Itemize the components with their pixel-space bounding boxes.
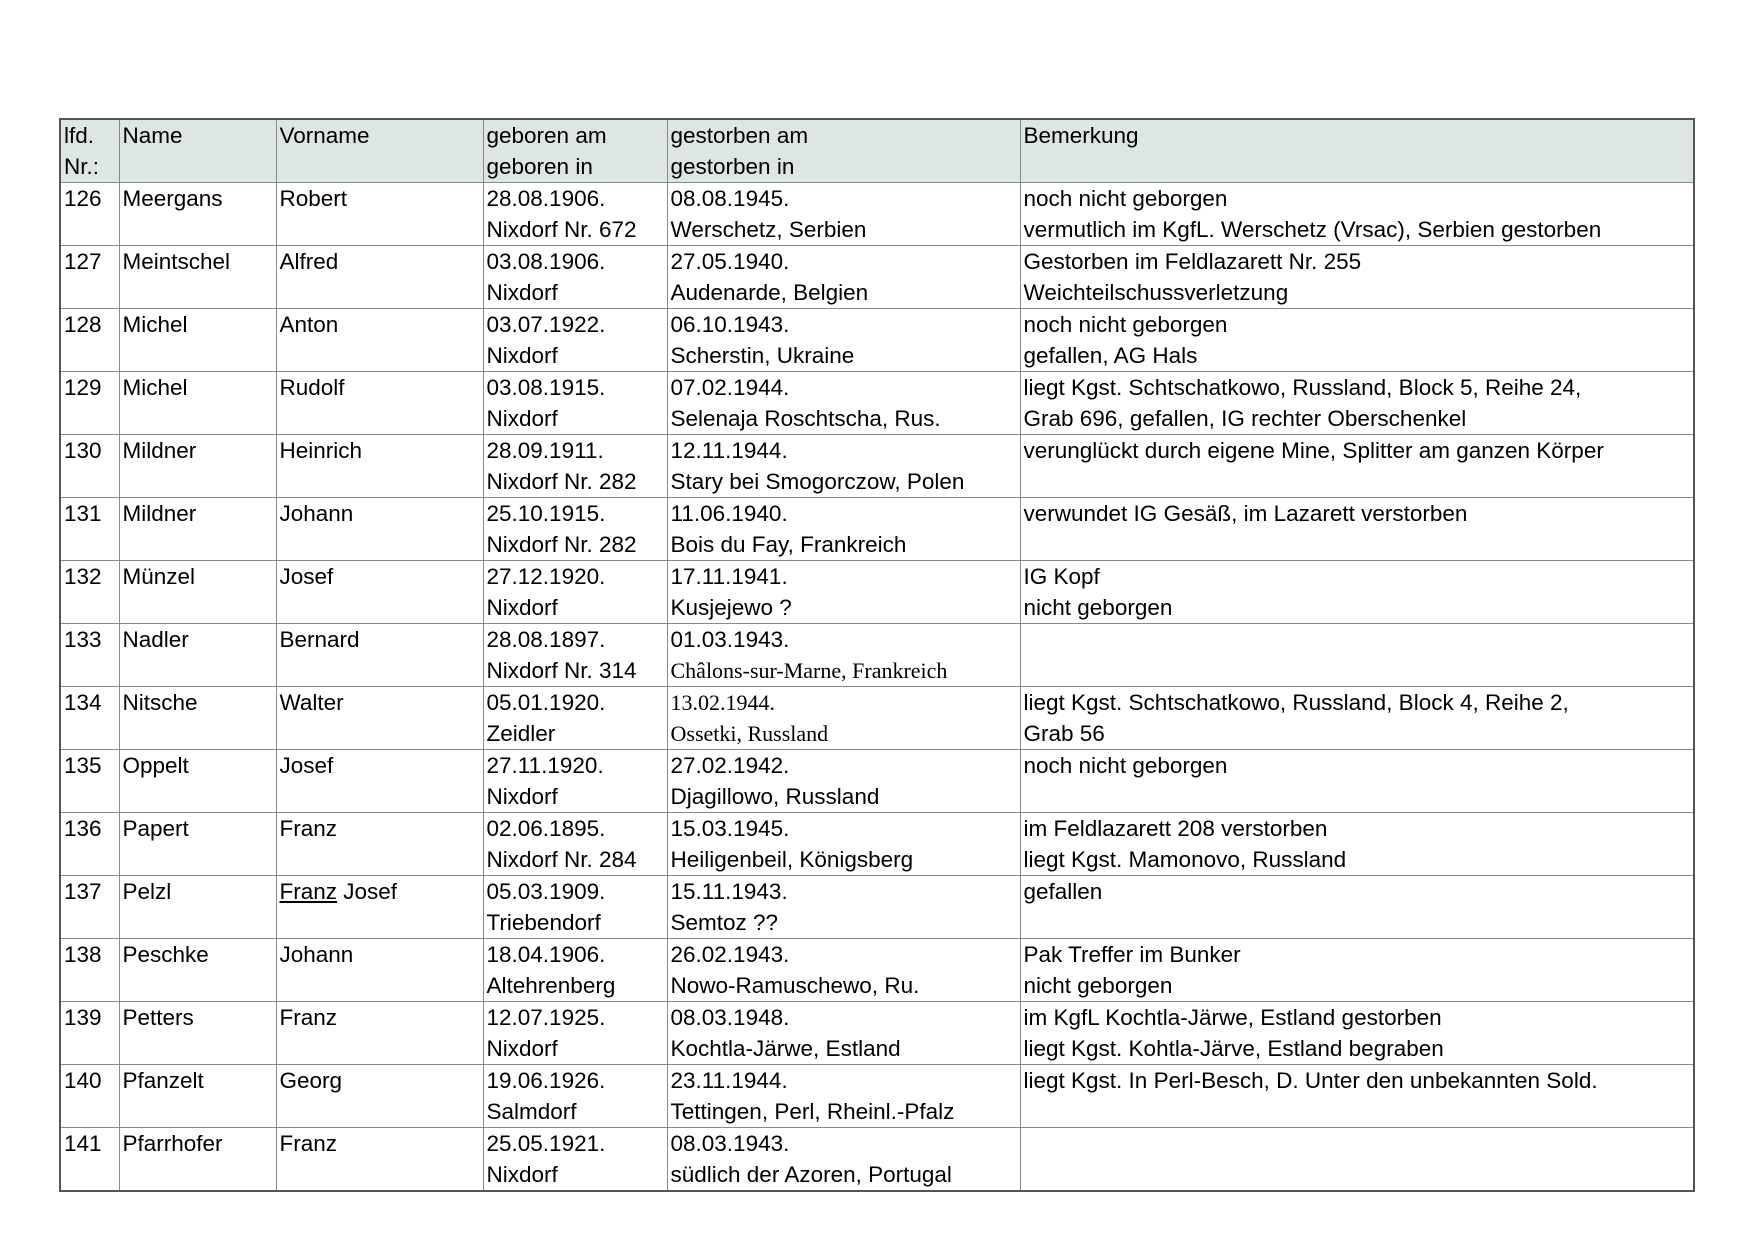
table-header (60, 119, 1694, 183)
header-vorname: Vorname (276, 119, 483, 183)
cell-bemerkung: liegt Kgst. Schtschatkowo, Russland, Block 4, Reihe 2, Grab 56 (1020, 687, 1694, 750)
cell-geboren: 05.01.1920. Zeidler (483, 687, 667, 750)
cell-geboren: 28.09.1911. Nixdorf Nr. 282 (483, 435, 667, 498)
cell-nr: 141 (60, 1128, 119, 1192)
table-row (60, 813, 1694, 876)
cell-name: Michel (119, 372, 276, 435)
cell-gestorben: 27.05.1940. Audenarde, Belgien (667, 246, 1020, 309)
cell-geboren: 18.04.1906. Altehrenberg (483, 939, 667, 1002)
cell-vorname: Franz (276, 813, 483, 876)
table-row (60, 1065, 1694, 1128)
cell-geboren: 27.12.1920. Nixdorf (483, 561, 667, 624)
cell-gestorben: 15.11.1943. Semtoz ?? (667, 876, 1020, 939)
cell-nr: 129 (60, 372, 119, 435)
cell-geboren: 12.07.1925. Nixdorf (483, 1002, 667, 1065)
cell-nr: 138 (60, 939, 119, 1002)
cell-nr: 131 (60, 498, 119, 561)
cell-gestorben: 12.11.1944. Stary bei Smogorczow, Polen (667, 435, 1020, 498)
header-name: Name (119, 119, 276, 183)
cell-name: Nitsche (119, 687, 276, 750)
cell-nr: 133 (60, 624, 119, 687)
cell-geboren: 27.11.1920. Nixdorf (483, 750, 667, 813)
cell-vorname: Rudolf (276, 372, 483, 435)
cell-gestorben: 08.03.1943. südlich der Azoren, Portugal (667, 1128, 1020, 1192)
cell-gestorben: 06.10.1943. Scherstin, Ukraine (667, 309, 1020, 372)
cell-nr: 128 (60, 309, 119, 372)
cell-gestorben: 13.02.1944. Ossetki, Russland (667, 687, 1020, 750)
cell-gestorben: 23.11.1944. Tettingen, Perl, Rheinl.-Pfalz (667, 1065, 1020, 1128)
cell-geboren: 02.06.1895. Nixdorf Nr. 284 (483, 813, 667, 876)
table-row (60, 498, 1694, 561)
cell-vorname: Bernard (276, 624, 483, 687)
cell-name: Pfanzelt (119, 1065, 276, 1128)
cell-bemerkung: verunglückt durch eigene Mine, Splitter am ganzen Körper (1020, 435, 1694, 498)
cell-vorname: Anton (276, 309, 483, 372)
cell-gestorben: 26.02.1943. Nowo-Ramuschewo, Ru. (667, 939, 1020, 1002)
table-row (60, 939, 1694, 1002)
cell-name: Petters (119, 1002, 276, 1065)
cell-gestorben: 11.06.1940. Bois du Fay, Frankreich (667, 498, 1020, 561)
cell-nr: 140 (60, 1065, 119, 1128)
cell-vorname: Josef (276, 750, 483, 813)
cell-gestorben: 17.11.1941. Kusjejewo ? (667, 561, 1020, 624)
header-nr: lfd. Nr.: (60, 119, 119, 183)
cell-bemerkung: gefallen (1020, 876, 1694, 939)
cell-bemerkung: noch nicht geborgen (1020, 750, 1694, 813)
cell-name: Münzel (119, 561, 276, 624)
cell-nr: 139 (60, 1002, 119, 1065)
cell-gestorben: 07.02.1944. Selenaja Roschtscha, Rus. (667, 372, 1020, 435)
table-row (60, 624, 1694, 687)
cell-vorname: Robert (276, 183, 483, 246)
cell-nr: 130 (60, 435, 119, 498)
cell-bemerkung: liegt Kgst. In Perl-Besch, D. Unter den unbekannten Sold. (1020, 1065, 1694, 1128)
cell-bemerkung: liegt Kgst. Schtschatkowo, Russland, Block 5, Reihe 24, Grab 696, gefallen, IG rechter Oberschenkel (1020, 372, 1694, 435)
table-row (60, 435, 1694, 498)
cell-geboren: 03.08.1906. Nixdorf (483, 246, 667, 309)
cell-nr: 136 (60, 813, 119, 876)
cell-vorname: Georg (276, 1065, 483, 1128)
cell-name: Mildner (119, 435, 276, 498)
table-row (60, 561, 1694, 624)
table-row (60, 246, 1694, 309)
cell-vorname: Alfred (276, 246, 483, 309)
cell-geboren: 28.08.1897. Nixdorf Nr. 314 (483, 624, 667, 687)
cell-name: Pfarrhofer (119, 1128, 276, 1192)
cell-vorname: Walter (276, 687, 483, 750)
cell-vorname: Franz (276, 1002, 483, 1065)
cell-bemerkung (1020, 624, 1694, 687)
vorname-rest: Josef (337, 879, 398, 904)
table-body (60, 183, 1694, 1192)
table-row (60, 183, 1694, 246)
cell-vorname: Johann (276, 939, 483, 1002)
cell-bemerkung: im KgfL Kochtla-Järwe, Estland gestorben liegt Kgst. Kohtla-Järve, Estland begraben (1020, 1002, 1694, 1065)
vorname-underlined: Franz (279, 879, 338, 904)
cell-vorname: Johann (276, 498, 483, 561)
table-row (60, 687, 1694, 750)
table-row (60, 750, 1694, 813)
cell-nr: 127 (60, 246, 119, 309)
cell-name: Mildner (119, 498, 276, 561)
cell-geboren: 03.08.1915. Nixdorf (483, 372, 667, 435)
cell-name: Pelzl (119, 876, 276, 939)
cell-geboren: 25.10.1915. Nixdorf Nr. 282 (483, 498, 667, 561)
cell-nr: 134 (60, 687, 119, 750)
header-bemerkung: Bemerkung (1020, 119, 1694, 183)
cell-gestorben: 15.03.1945. Heiligenbeil, Königsberg (667, 813, 1020, 876)
cell-gestorben: 01.03.1943. Châlons-sur-Marne, Frankreich (667, 624, 1020, 687)
table-row (60, 876, 1694, 939)
table-row (60, 1002, 1694, 1065)
cell-bemerkung: noch nicht geborgen vermutlich im KgfL. Werschetz (Vrsac), Serbien gestorben (1020, 183, 1694, 246)
cell-nr: 135 (60, 750, 119, 813)
table-row (60, 309, 1694, 372)
cell-bemerkung (1020, 1128, 1694, 1192)
cell-name: Peschke (119, 939, 276, 1002)
cell-name: Michel (119, 309, 276, 372)
cell-bemerkung: IG Kopf nicht geborgen (1020, 561, 1694, 624)
cell-name: Meergans (119, 183, 276, 246)
cell-geboren: 19.06.1926. Salmdorf (483, 1065, 667, 1128)
cell-geboren: 03.07.1922. Nixdorf (483, 309, 667, 372)
cell-nr: 132 (60, 561, 119, 624)
cell-gestorben: 08.08.1945. Werschetz, Serbien (667, 183, 1020, 246)
cell-bemerkung: Gestorben im Feldlazarett Nr. 255 Weichteilschussverletzung (1020, 246, 1694, 309)
cell-name: Meintschel (119, 246, 276, 309)
cell-name: Oppelt (119, 750, 276, 813)
cell-bemerkung: Pak Treffer im Bunker nicht geborgen (1020, 939, 1694, 1002)
cell-gestorben: 27.02.1942. Djagillowo, Russland (667, 750, 1020, 813)
cell-vorname (276, 876, 483, 939)
cell-nr: 126 (60, 183, 119, 246)
cell-name: Nadler (119, 624, 276, 687)
cell-vorname: Heinrich (276, 435, 483, 498)
cell-bemerkung: im Feldlazarett 208 verstorben liegt Kgst. Mamonovo, Russland (1020, 813, 1694, 876)
cell-bemerkung: verwundet IG Gesäß, im Lazarett verstorben (1020, 498, 1694, 561)
cell-geboren: 05.03.1909. Triebendorf (483, 876, 667, 939)
header-gestorben: gestorben am gestorben in (667, 119, 1020, 183)
casualty-table (59, 118, 1695, 1192)
table-row (60, 372, 1694, 435)
header-geboren: geboren am geboren in (483, 119, 667, 183)
cell-geboren: 25.05.1921. Nixdorf (483, 1128, 667, 1192)
cell-vorname: Josef (276, 561, 483, 624)
header-row (60, 119, 1694, 183)
cell-bemerkung: noch nicht geborgen gefallen, AG Hals (1020, 309, 1694, 372)
cell-gestorben: 08.03.1948. Kochtla-Järwe, Estland (667, 1002, 1020, 1065)
cell-name: Papert (119, 813, 276, 876)
cell-geboren: 28.08.1906. Nixdorf Nr. 672 (483, 183, 667, 246)
table-row (60, 1128, 1694, 1192)
cell-nr: 137 (60, 876, 119, 939)
cell-vorname: Franz (276, 1128, 483, 1192)
